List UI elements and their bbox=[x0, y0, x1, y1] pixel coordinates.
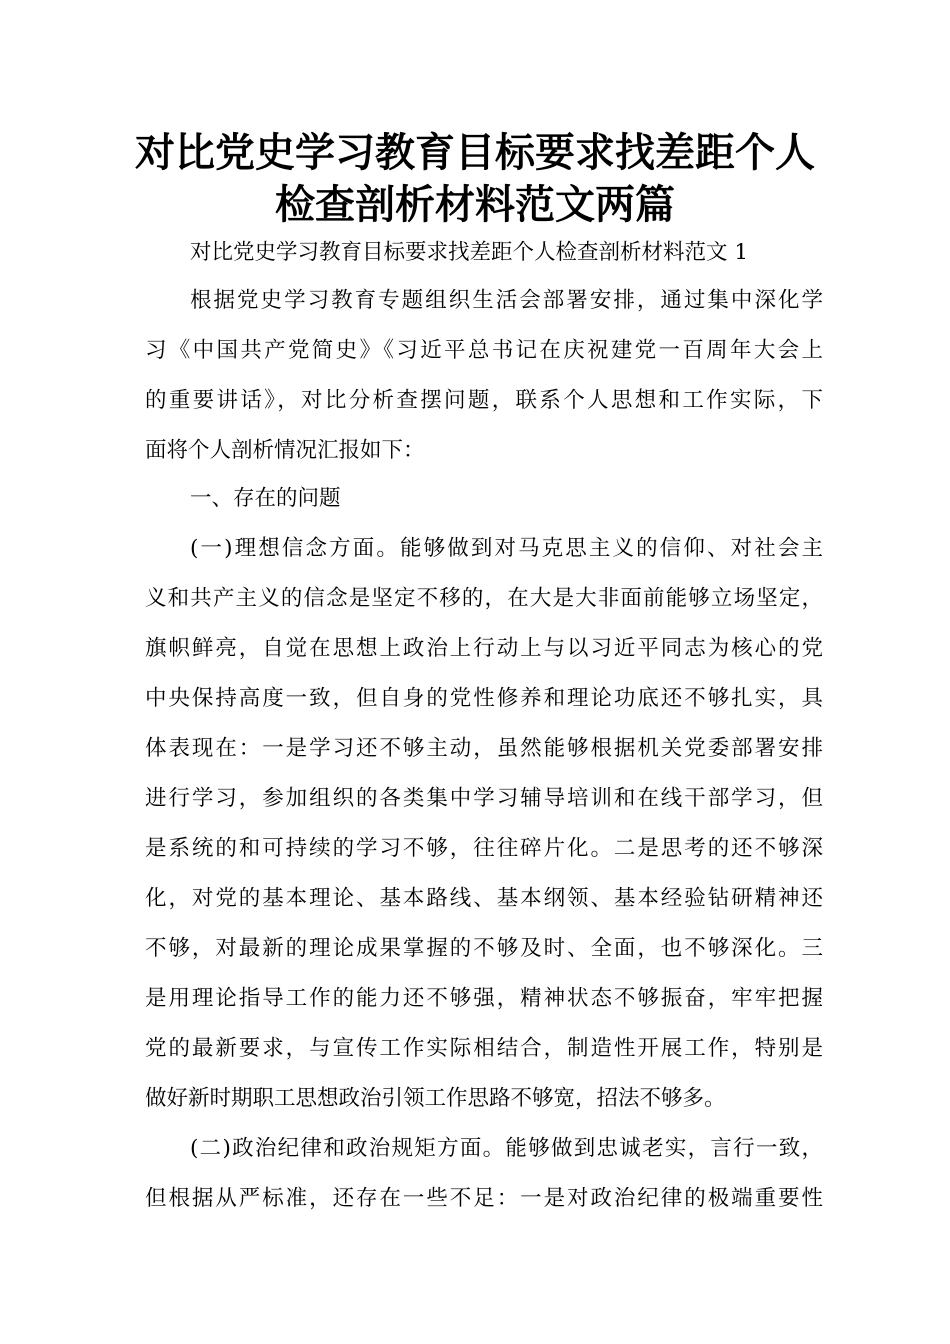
section-heading: 一、存在的问题 bbox=[190, 486, 341, 511]
paragraph-line: 党的最新要求，与宣传工作实际相结合，制造性开展工作，特别是 bbox=[145, 1036, 823, 1061]
paragraph-line: 旗帜鲜亮，自觉在思想上政治上行动上与以习近平同志为核心的党 bbox=[145, 636, 823, 661]
paragraph-line: (二)政治纪律和政治规矩方面。能够做到忠诚老实，言行一致， bbox=[190, 1136, 823, 1161]
paragraph-line: 义和共产主义的信念是坚定不移的，在大是大非面前能够立场坚定， bbox=[145, 586, 823, 611]
paragraph-line: 面将个人剖析情况汇报如下： bbox=[145, 438, 425, 463]
paragraph-line: 中央保持高度一致，但自身的党性修养和理论功底还不够扎实，具 bbox=[145, 686, 823, 711]
document-subtitle: 对比党史学习教育目标要求找差距个人检查剖析材料范文 1 bbox=[190, 240, 749, 265]
paragraph-line: 不够，对最新的理论成果掌握的不够及时、全面，也不够深化。三 bbox=[145, 936, 823, 961]
paragraph-line: 根据党史学习教育专题组织生活会部署安排，通过集中深化学 bbox=[190, 288, 823, 313]
paragraph-line: 体表现在：一是学习还不够主动，虽然能够根据机关党委部署安排 bbox=[145, 736, 823, 761]
document-title-line-2: 检查剖析材料范文两篇 bbox=[275, 182, 675, 228]
paragraph-line: 习《中国共产党简史》《习近平总书记在庆祝建党一百周年大会上 bbox=[145, 338, 823, 363]
document-title-line-1: 对比党史学习教育目标要求找差距个人 bbox=[135, 130, 815, 176]
paragraph-line: 是用理论指导工作的能力还不够强，精神状态不够振奋，牢牢把握 bbox=[145, 986, 823, 1011]
paragraph-line: 但根据从严标准，还存在一些不足：一是对政治纪律的极端重要性 bbox=[145, 1186, 823, 1211]
paragraph-line: 进行学习，参加组织的各类集中学习辅导培训和在线干部学习，但 bbox=[145, 786, 823, 811]
paragraph-line: 化，对党的基本理论、基本路线、基本纲领、基本经验钻研精神还 bbox=[145, 886, 823, 911]
paragraph-line: 的重要讲话》，对比分析查摆问题，联系个人思想和工作实际，下 bbox=[145, 388, 823, 413]
paragraph-line: 是系统的和可持续的学习不够，往往碎片化。二是思考的还不够深 bbox=[145, 836, 823, 861]
paragraph-line: (一)理想信念方面。能够做到对马克思主义的信仰、对社会主 bbox=[190, 536, 823, 561]
paragraph-line: 做好新时期职工思想政治引领工作思路不够宽，招法不够多。 bbox=[145, 1086, 726, 1111]
